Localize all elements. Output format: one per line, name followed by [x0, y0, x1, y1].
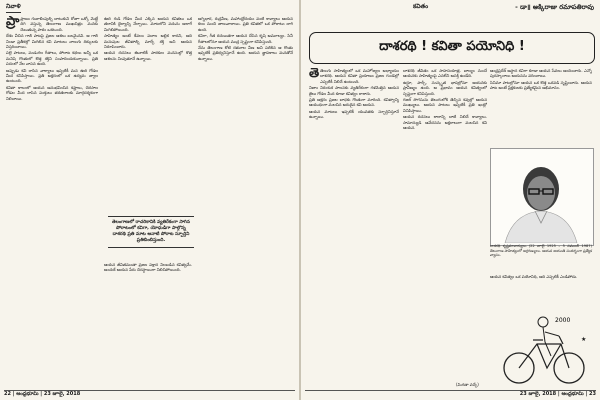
article-title-box — [309, 32, 595, 64]
right-page — [301, 0, 600, 400]
bicycle-cartoon — [497, 310, 593, 390]
paragraph: సినిమా పాటల్లోనూ ఆయన ఒక కొత్త ఒరవడి సృష్టించారు. ఆయన పాట అంటే ప్రేక్షకులకు ప్రత్యేకమైన అభిమానం. — [490, 79, 592, 91]
article-title: దాశరథి ! కవితా పయోనిధి ! — [379, 39, 525, 54]
paragraph: సాహిత్యం అంటే కేవలం పదాల అల్లిక కాదని, అది మనుషుల జీవితాల్ని మార్చే శక్తి అని ఆయన నిరూపించారు. — [104, 33, 192, 50]
paragraph: ఆంధ్రప్రదేశ్ ఆస్థాన కవిగా కూడా ఆయన సేవలు అందించారు. ఎన్నో పురస్కారాలు ఆయనను వరించాయి. — [490, 68, 592, 79]
article-end-mark: ★ — [581, 336, 587, 343]
left-section-label: నివాళి — [6, 3, 21, 13]
paragraph: ఆయన రచనలు కాలాన్ని దాటి నిలిచే కావ్యాలు. సామాన్యుడి ఆవేదనను అక్షరాలుగా మలచిన కవి ఆయన. — [403, 114, 487, 131]
cartoon-label: 2000 — [555, 317, 571, 324]
left-page — [0, 0, 299, 400]
paragraph: నేను తెలంగాణ కోటి రతనాల వీణ అని పలికిన ఆ గొంతు ఇప్పటికీ ప్రతిధ్వనిస్తూనే ఉంది. ఆయన జ్ఞాపకాలు మనతోనే ఉన్నాయి. — [198, 45, 293, 61]
paragraph: ఆయన మాటలు ఇప్పటికీ యువతకు స్ఫూర్తినిస్తూనే ఉన్నాయి. — [309, 108, 399, 120]
paragraph: నిజాం నిరంకుశ పాలనకు వ్యతిరేకంగా గళమెత్తిన ఆయన జైలు గోడల మీద కూడా కవిత్వం రాశారు. — [309, 85, 399, 96]
author-portrait-photo — [490, 148, 594, 246]
paragraph: ఆయన కవిత్వం ఒక పయోనిధి, అది ఎప్పటికీ ఎండిపోదు. — [490, 274, 578, 279]
left-column-2b — [104, 262, 192, 382]
pull-quote: తెలంగాణలో రాచరికానికి వ్యతిరేకంగా సాగిన పోరాటంలో కవిగా, యోధుడిగా పాల్గొన్న దాశరథి ప్రతి మాట ఆనాటి పోరాట స్ఫూర్తిని ప్రతిబింబిస్తుంది. — [108, 216, 194, 248]
paragraph: ఆయన రచనలు ఈనాటికీ పాఠకుల మనసుల్లో కొత్త ఆశలను నింపుతూనే ఉన్నాయి. — [104, 50, 192, 61]
paragraph: ఊరి గుడి గోడల మీద ఎక్కిన ఆయన కవితలు ఒక తరానికి ధైర్యాన్ని నేర్పాయి. మాటలోని పదును అలాగే మిగిలిపోయింది. — [104, 16, 192, 32]
left-column-3 — [198, 16, 293, 382]
right-section-label: కవితం — [413, 3, 429, 10]
portrait-illustration — [491, 149, 591, 243]
left-column-1 — [6, 16, 98, 382]
author-byline: - డా॥ అక్కిరాజు రమాపతిరావు — [515, 3, 594, 11]
paragraph: ప్రతి అక్షరం ప్రజల బాధకు గొంతుగా మారింది. కవిత్వాన్ని ఆయుధంగా మలచిన అరుదైన కవి ఆయన. — [309, 97, 399, 108]
paragraph: కవిగా, గీత రచయితగా ఆయన చేసిన కృషి అమూల్యం. సినీ గీతాలలోనూ ఆయన ముద్ర స్పష్టంగా కనిపిస్తుంది. — [198, 33, 293, 44]
continued-note: (మిగతా వచ్చే) — [456, 382, 479, 387]
left-column-2 — [104, 16, 192, 212]
paragraph: పల్లె పాటలు, పండుగల గీతాలు, పోరాట కథలు అన్నీ ఒక మనిషి గొంతులో కొత్త శక్తిని సంపాదించుకున్నాయి. ప్రతి పదంలో నేల వాసన ఉంది. — [6, 50, 98, 67]
paragraph: ప్రా ప్రాణం గుబాళింపుల్ని దాటుకుని రోజూ ఒక్కో మెట్టే దిగి వస్తున్న తెలంగాణ ముఖచిత్రం మనకు చెబుతున్న పాఠం ఒకటుంది. — [6, 16, 98, 32]
paragraph: అప్పుడు కవి రాసిన వాక్యాలు ఇప్పటికీ మన ఊరి గోడల మీద కనిపిస్తాయి. ప్రతి అక్షరంలో ఒక ఉద్యమ జ్వాల ఉంటుంది. — [6, 67, 98, 84]
right-footer: 23 జూలై, 2018 | ఆంధ్రభూమి | 23 — [519, 391, 596, 397]
drop-cap: ప్రా — [6, 16, 20, 29]
right-column-2 — [403, 68, 487, 382]
left-footer: 22 | ఆంధ్రభూమి | 23 జూలై, 2018 — [4, 391, 81, 397]
paragraph: దాశరథి జీవితం ఒక సాహసయాత్ర. బాల్యం నుంచే ఆయనకు సాహిత్యంపై ఎనలేని ఆసక్తి ఉండేది. — [403, 68, 487, 79]
paragraph: అగ్నిధార, రుద్రవీణ, మహాంధ్రోదయం వంటి కావ్యాలు ఆయన కలం నుంచి జాలువారాయి. ప్రతి కవితలో ఒక పోరాటం దాగి ఉంది. — [198, 16, 293, 32]
paragraph: తెతెలుగు సాహిత్యంలో ఒక మహోజ్వల అధ్యాయం దాశరథి. ఆయన కవితా ప్రయాణం ప్రజల గుండెల్లో ఎప్పటికీ నిలిచే ఉంటుంది. — [309, 68, 399, 84]
right-column-3-bottom — [490, 274, 592, 308]
paragraph: కవితా కాలంలో ఆయన అనుభవించిన కష్టాలు, చెరసాల గోడల మీద రాసిన పంక్తులు తరతరాలకు మార్గదర్శకంగా నిలిచాయి. — [6, 84, 98, 101]
right-column-3-top — [490, 68, 592, 146]
paragraph: గజల్ సొగసును తెలుగులోకి తెచ్చిన కవుల్లో ఆయన ముఖ్యులు. ఆయన పాటలు ఇప్పటికీ ప్రతి ఇంట్లో వినిపిస్తాయి. — [403, 97, 487, 113]
paragraph: దేశం వీచిన గాలి పాటపై ప్రజల ఆశలు బలమైనవి. ఆ గాలి నిండా ప్రతీకల్లో మిగిలిన కవి మాటలు నాలుగు దిక్కులకు విస్తరించాయి. — [6, 33, 98, 50]
right-column-1 — [309, 68, 399, 382]
paragraph: ఆయన జీవితమంతా ప్రజల పక్షాన నిలబడిన కవిత్వమే. అందుకే ఆయన పేరు చిరస్థాయిగా నిలిచిపోయింది. — [104, 262, 192, 273]
drop-cap: తె — [309, 68, 320, 81]
photo-caption: దాశరథి కృష్ణమాచార్యులు (22 జూలై 1925 – 5 నవంబర్ 1987) తెలంగాణ సాహిత్యంలో అగ్రగణ్యులు. ఆయన జయంతి సందర్భంగా ప్రత్యేక వ్యాసం. — [490, 244, 592, 258]
paragraph: ఉర్దూ, పార్సీ, సంస్కృత భాషల్లోనూ ఆయనకు ప్రావీణ్యం ఉంది. ఆ ప్రభావం ఆయన కవిత్వంలో స్పష్టంగా కనిపిస్తుంది. — [403, 79, 487, 96]
